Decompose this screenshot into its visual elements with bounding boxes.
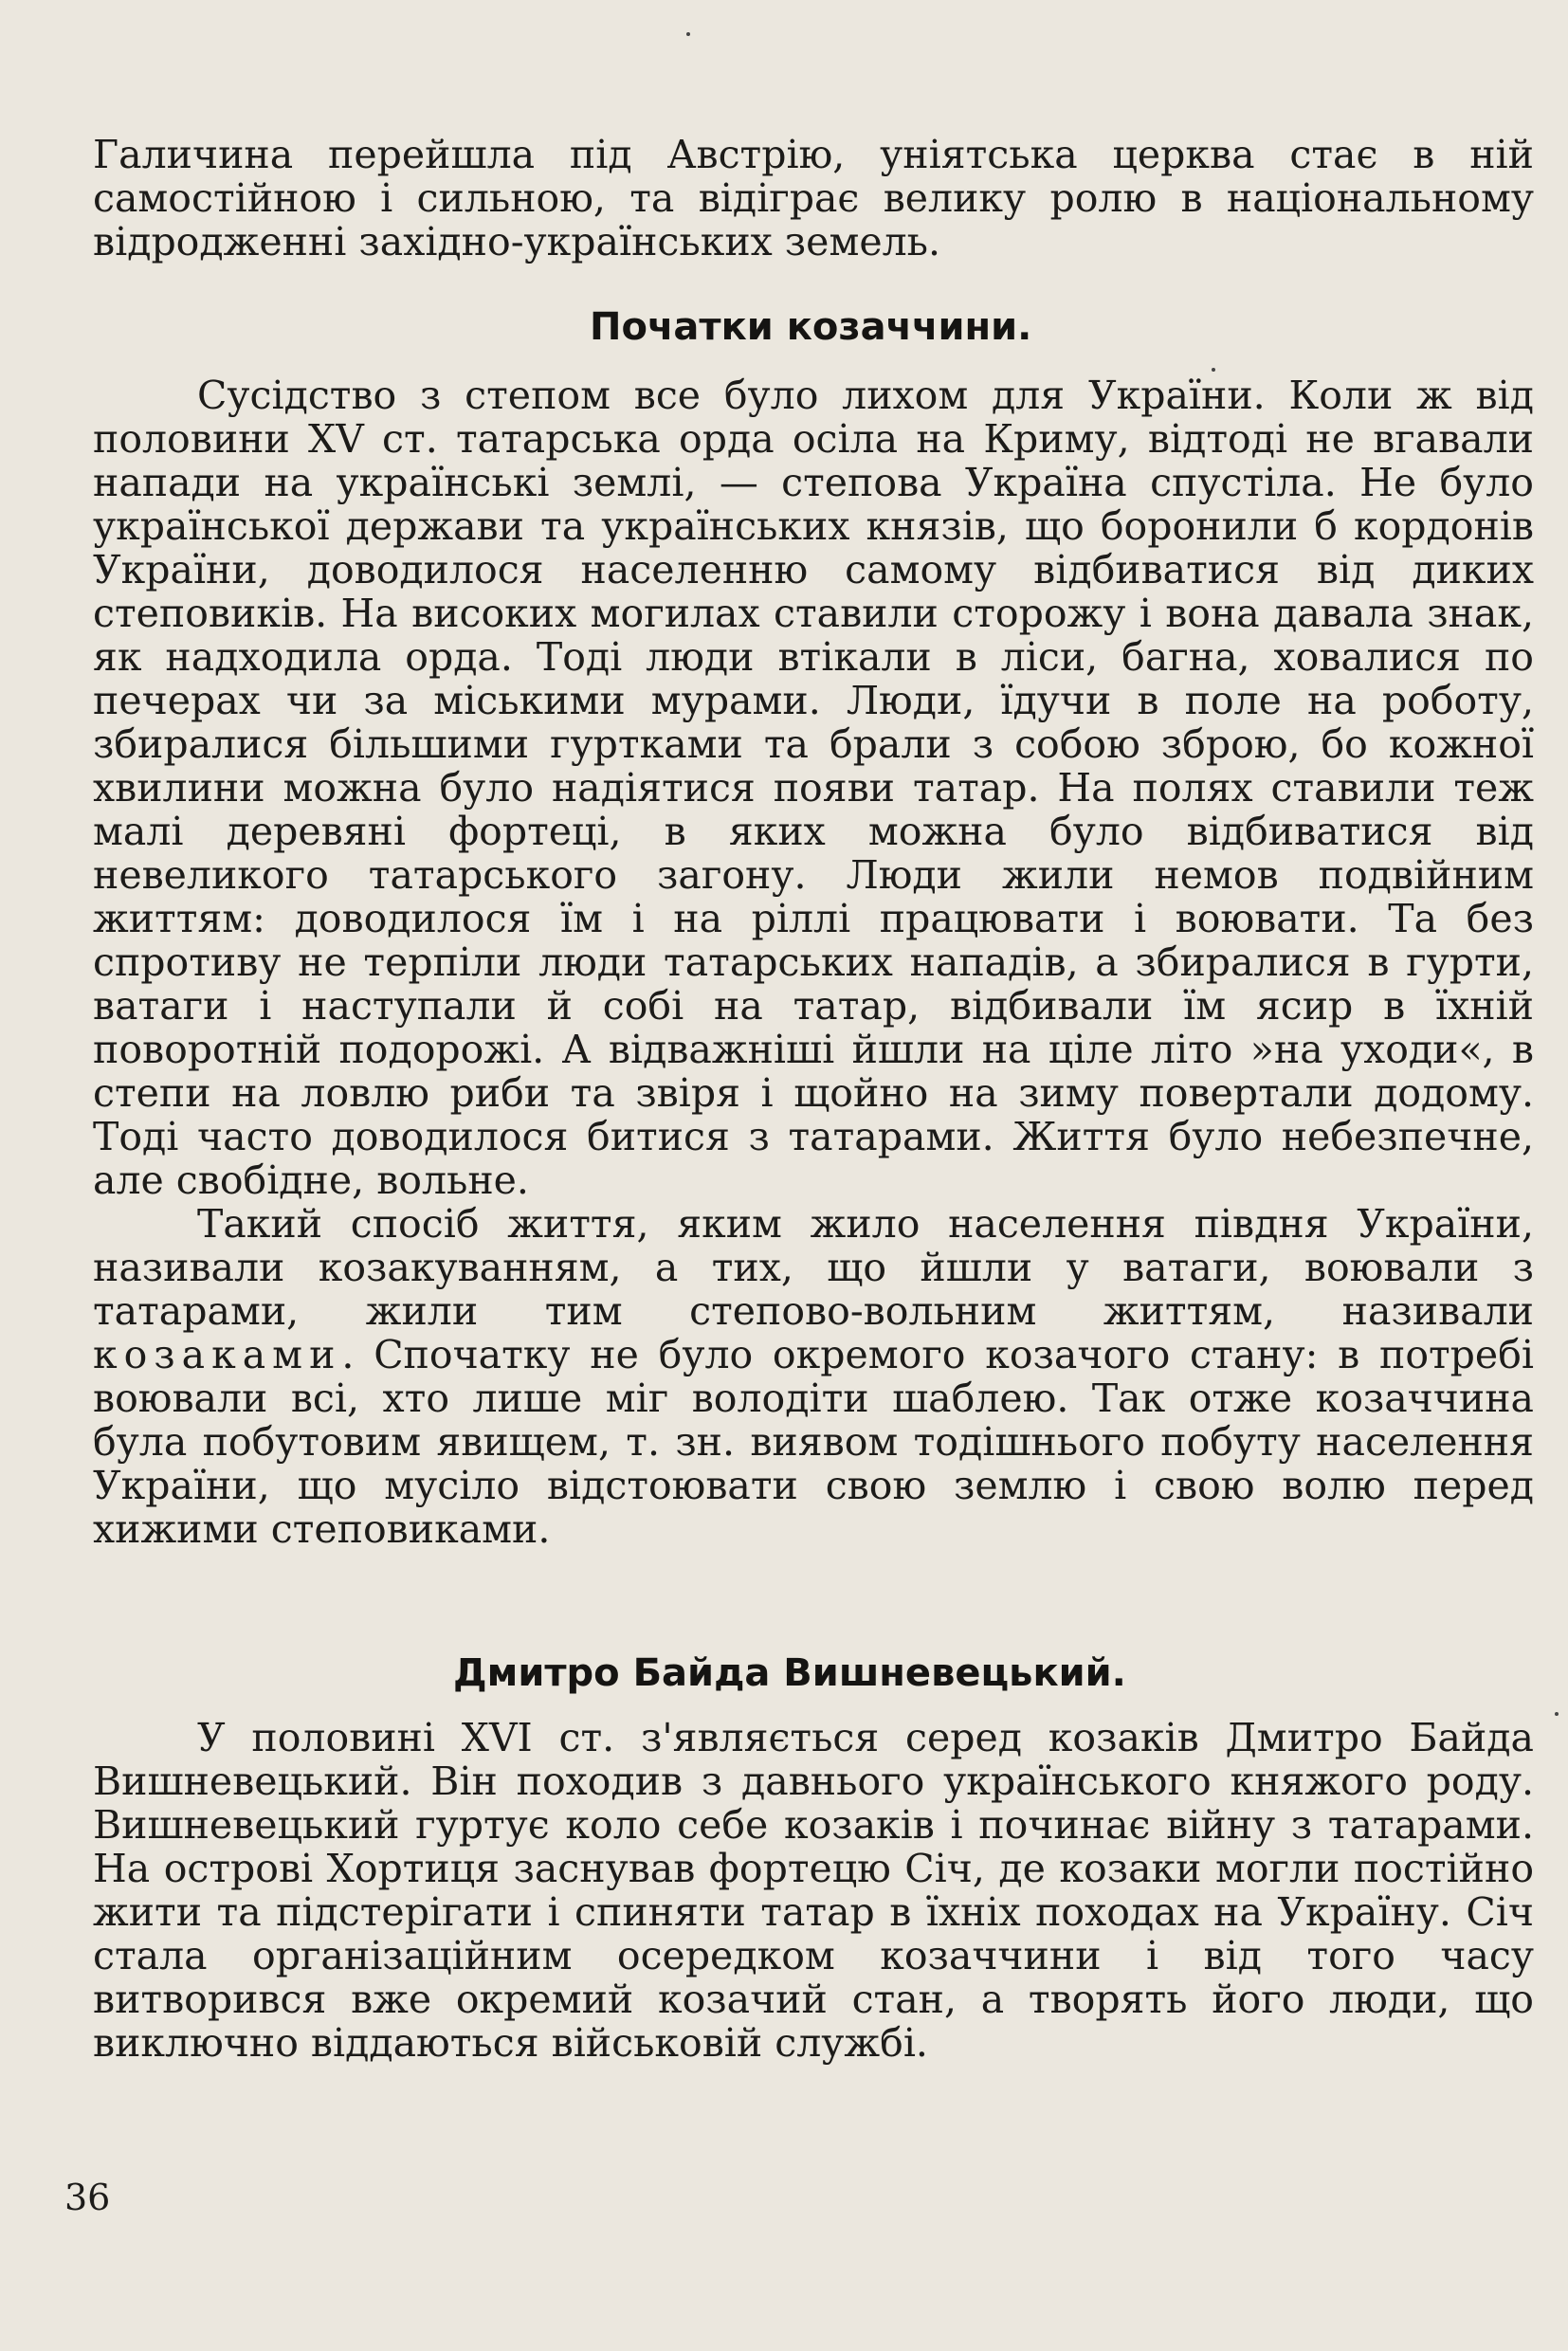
page-number: 36	[64, 2177, 111, 2218]
section1-paragraph-2-end: . Спочатку не було окремого козачого стану: в потребі воювали всі, хто лише міг володіти шаблею. Так отже козаччина була побутовим явищем, т. зн. виявом тодішнього побуту населення України, що мусіло відстоювати свою землю і свою волю перед хижими степовиками.	[93, 1332, 1534, 1552]
section-heading-baida: Дмитро Байда Вишневецький.	[453, 1651, 1126, 1695]
print-speck	[686, 32, 690, 36]
section2-body	[93, 1716, 1534, 2065]
section1-paragraph-2-start: Такий спосіб життя, яким жило населення півдня України, називали козакуванням, а тих, що йшли у ватаги, воювали з татарами, жили тим степово-вольним життям, називали	[93, 1201, 1534, 1334]
section1-paragraph-1: Сусідство з степом все було лихом для України. Коли ж від половини XV ст. татарська орда осіла на Криму, відтоді не вгавали напади на українські землі, — степова Україна спустіла. Не було української держави та українських князів, що боронили б кордонів України, доводилося населенню самому відбиватися від диких степовиків. На високих могилах ставили сторожу і вона давала знак, як надходила орда. Тоді люди втікали в ліси, багна, ховалися по печерах чи за міськими мурами. Люди, їдучи в поле на роботу, збиралися більшими гуртками та брали з собою зброю, бо кожної хвилини можна було надіятися появи татар. На полях ставили теж малі деревяні фортеці, в яких можна було відбиватися від невеликого татарського загону. Люди жили немов подвійним життям: доводилося їм і на ріллі працювати і воювати. Та без спротиву не терпіли люди татарських нападів, а збиралися в гурти, ватаги і наступали й собі на татар, відбивали їм ясир в їхній поворотній подорожі. А відважніші йшли на ціле літо »на уходи«, в степи на ловлю риби та звіря і щойно на зиму повертали додому. Тоді часто доводилося битися з татарами. Життя було небезпечне, але свобідне, вольне.	[93, 373, 1534, 1203]
section-heading-cossack-beginnings: Початки козаччини.	[590, 305, 1032, 349]
intro-text: Галичина перейшла під Австрію, уніятська церква стає в ній самостійною і сильною, та відіграє велику ролю в національному відродженні західно-українських земель.	[93, 132, 1534, 264]
emphasized-term-kozaky: козаками	[93, 1332, 342, 1377]
intro-paragraph	[93, 133, 1534, 264]
print-speck	[1555, 1712, 1559, 1716]
section1-body	[93, 374, 1534, 1551]
section2-paragraph-1: У половині XVI ст. з'являється серед козаків Дмитро Байда Вишневецький. Він походив з давнього українського княжого роду. Вишневецький гуртує коло себе козаків і починає війну з татарами. На острові Хортиця заснував фортецю Січ, де козаки могли постійно жити та підстерігати і спиняти татар в їхніх походах на Україну. Січ стала організаційним осередком козаччини і від того часу витворився вже окремий козачий стан, а творять його люди, що виключно віддаються військовій службі.	[93, 1715, 1534, 2066]
print-speck	[1212, 368, 1215, 372]
section1-paragraph-2	[93, 1202, 1534, 1551]
